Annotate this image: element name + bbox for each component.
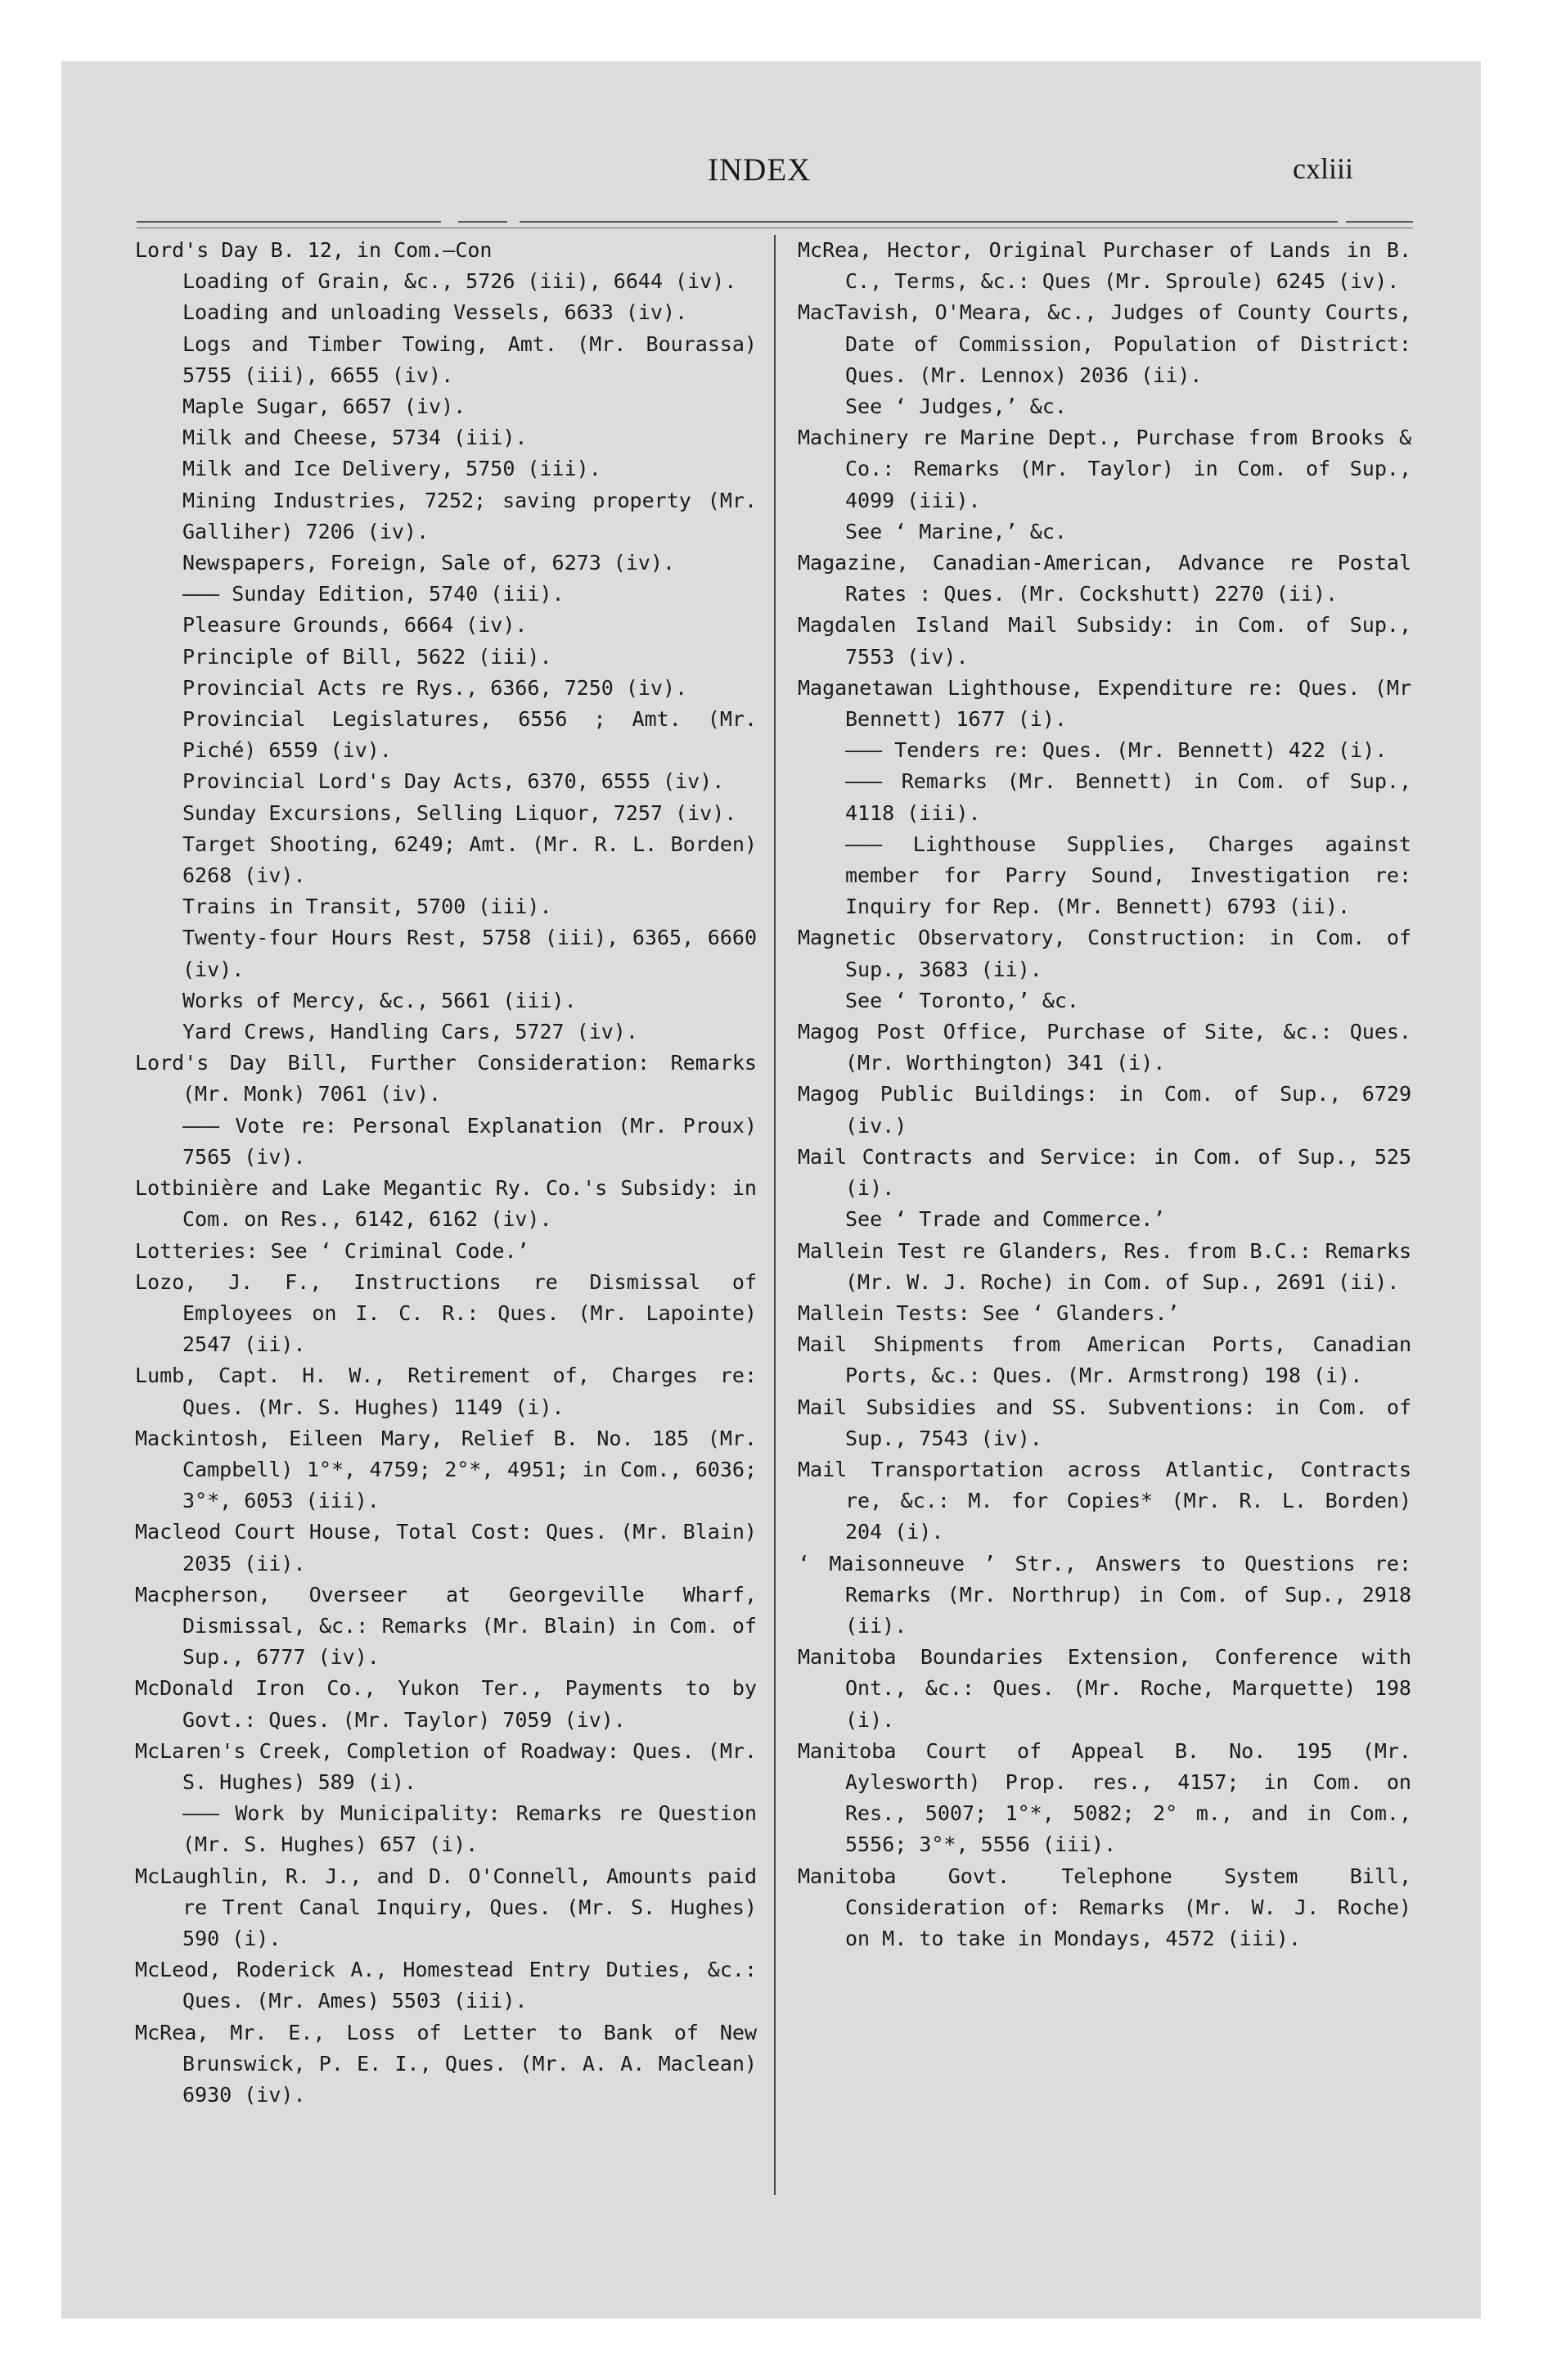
index-entry: McRea, Hector, Original Purchaser of Lands in B. C., Terms, &c.: Ques (Mr. Sproule) 6245 (iv). — [798, 238, 1411, 294]
index-entry: Mail Subsidies and SS. Subventions: in Com. of Sup., 7543 (iv). — [798, 1395, 1411, 1450]
index-entry: Macpherson, Overseer at Georgeville Wharf, Dismissal, &c.: Remarks (Mr. Blain) in Com. of Sup., 6777 (iv). — [135, 1582, 757, 1670]
index-entry: ‘ Maisonneuve ’ Str., Answers to Questions re: Remarks (Mr. Northrup) in Com. of Sup., 2918 (ii). — [798, 1551, 1411, 1638]
index-subentry: Mining Industries, 7252; saving property (Mr. Galliher) 7206 (iv). — [182, 488, 757, 543]
index-entry: Manitoba Boundaries Extension, Conference with Ont., &c.: Ques. (Mr. Roche, Marquette) 198 (i). — [798, 1645, 1411, 1732]
index-entry: Lumb, Capt. H. W., Retirement of, Charges re: Ques. (Mr. S. Hughes) 1149 (i). — [135, 1364, 757, 1419]
index-entry: Mallein Test re Glanders, Res. from B.C.: Remarks (Mr. W. J. Roche) in Com. of Sup., 2691 (ii). — [798, 1238, 1411, 1294]
header-rule-right — [520, 221, 1338, 223]
index-entry: Magog Post Office, Purchase of Site, &c.: Ques. (Mr. Worthington) 341 (i). — [798, 1020, 1411, 1075]
index-subentry: Works of Mercy, &c., 5661 (iii). — [182, 988, 577, 1012]
index-entry: McRea, Mr. E., Loss of Letter to Bank of New Brunswick, P. E. I., Ques. (Mr. A. A. Maclean) 6930 (iv). — [135, 2020, 757, 2107]
header-rule-left — [137, 221, 441, 223]
running-head — [61, 151, 1481, 217]
index-subentry: ——— Work by Municipality: Remarks re Question (Mr. S. Hughes) 657 (i). — [182, 1801, 757, 1857]
page-number: cxliii — [1293, 152, 1353, 185]
index-entry: Mail Contracts and Service: in Com. of Sup., 525 (i). — [798, 1144, 1411, 1201]
index-entry: Machinery re Marine Dept., Purchase from Brooks & Co.: Remarks (Mr. Taylor) in Com. of Sup., 4099 (iii). — [798, 426, 1411, 512]
index-subentry: Provincial Lord's Day Acts, 6370, 6555 (iv). — [182, 769, 725, 794]
index-entry: Lotteries: See ‘ Criminal Code.’ — [135, 1238, 529, 1263]
right-column — [798, 235, 1411, 1954]
index-subentry: Logs and Timber Towing, Amt. (Mr. Bourassa) 5755 (iii), 6655 (iv). — [182, 331, 757, 387]
index-entry: Mail Transportation across Atlantic, Contracts re, &c.: M. for Copies* (Mr. R. L. Borden) 204 (i). — [798, 1457, 1411, 1544]
index-entry: McLaughlin, R. J., and D. O'Connell, Amounts paid re Trent Canal Inquiry, Ques. (Mr. S. Hughes) 590 (i). — [135, 1864, 757, 1950]
index-entry: Mallein Tests: See ‘ Glanders.’ — [798, 1300, 1180, 1325]
index-subentry: ——— Tenders re: Ques. (Mr. Bennett) 422 (i). — [845, 738, 1388, 763]
index-subentry: ——— Sunday Edition, 5740 (iii). — [182, 582, 565, 606]
index-subentry: See ‘ Marine,’ &c. — [845, 519, 1067, 543]
left-column — [135, 235, 757, 2111]
index-entry: Lord's Day Bill, Further Consideration: Remarks (Mr. Monk) 7061 (iv). — [135, 1051, 757, 1107]
index-subentry: See ‘ Trade and Commerce.’ — [845, 1207, 1166, 1232]
index-entry: Magazine, Canadian-American, Advance re Postal Rates : Ques. (Mr. Cockshutt) 2270 (ii). — [798, 551, 1411, 606]
index-subentry: See ‘ Judges,’ &c. — [845, 394, 1067, 419]
index-subentry: Twenty-four Hours Rest, 5758 (iii), 6365, 6660 (iv). — [182, 926, 757, 981]
index-entry: Manitoba Govt. Telephone System Bill, Consideration of: Remarks (Mr. W. J. Roche) on M. to take in Mondays, 4572 (iii). — [798, 1864, 1411, 1950]
index-entry: Mail Shipments from American Ports, Canadian Ports, &c.: Ques. (Mr. Armstrong) 198 (i). — [798, 1332, 1411, 1388]
index-entry: Magdalen Island Mail Subsidy: in Com. of Sup., 7553 (iv). — [798, 613, 1411, 669]
index-entry: McLeod, Roderick A., Homestead Entry Duties, &c.: Ques. (Mr. Ames) 5503 (iii). — [135, 1958, 757, 2013]
index-subentry: Loading of Grain, &c., 5726 (iii), 6644 (iv). — [182, 269, 737, 294]
index-entry: Lord's Day B. 12, in Com.—Con — [135, 238, 493, 262]
index-subentry: ——— Remarks (Mr. Bennett) in Com. of Sup., 4118 (iii). — [845, 769, 1411, 825]
column-divider — [774, 235, 776, 2195]
index-entry: Manitoba Court of Appeal B. No. 195 (Mr. Aylesworth) Prop. res., 4157; in Com. on Res., 5007; 1°*, 5082; 2° m., and in Com., 5556; 3°*, 5556 (iii). — [798, 1738, 1411, 1857]
index-subentry: Provincial Acts re Rys., 6366, 7250 (iv). — [182, 675, 688, 700]
index-entry: Lotbinière and Lake Megantic Ry. Co.'s Subsidy: in Com. on Res., 6142, 6162 (iv). — [135, 1176, 757, 1232]
index-subentry: Pleasure Grounds, 6664 (iv). — [182, 613, 528, 638]
index-subentry: Milk and Ice Delivery, 5750 (iii). — [182, 457, 601, 481]
index-entry: Magog Public Buildings: in Com. of Sup., 6729 (iv.) — [798, 1082, 1411, 1138]
index-entry: Magnetic Observatory, Construction: in Com. of Sup., 3683 (ii). — [798, 926, 1411, 981]
index-entry: McDonald Iron Co., Yukon Ter., Payments to by Govt.: Ques. (Mr. Taylor) 7059 (iv). — [135, 1676, 757, 1732]
index-subentry: ——— Lighthouse Supplies, Charges against member for Parry Sound, Investigation re: Inquiry for Rep. (Mr. Bennett) 6793 (ii). — [845, 832, 1411, 919]
page-title: INDEX — [708, 152, 812, 187]
header-rule-left-short — [458, 221, 507, 223]
index-entry: Lozo, J. F., Instructions re Dismissal of Employees on I. C. R.: Ques. (Mr. Lapointe) 2547 (ii). — [135, 1269, 757, 1357]
index-subentry: Target Shooting, 6249; Amt. (Mr. R. L. Borden) 6268 (iv). — [182, 832, 757, 888]
index-subentry: Yard Crews, Handling Cars, 5727 (iv). — [182, 1020, 638, 1044]
index-entry: Macleod Court House, Total Cost: Ques. (Mr. Blain) 2035 (ii). — [135, 1520, 757, 1575]
header-rule-right-short — [1346, 221, 1413, 223]
index-subentry: ——— Vote re: Personal Explanation (Mr. Proux) 7565 (iv). — [182, 1113, 757, 1169]
index-subentry: See ‘ Toronto,’ &c. — [845, 988, 1079, 1012]
index-subentry: Trains in Transit, 5700 (iii). — [182, 895, 552, 919]
index-subentry: Milk and Cheese, 5734 (iii). — [182, 426, 528, 450]
index-subentry: Newspapers, Foreign, Sale of, 6273 (iv). — [182, 551, 676, 575]
index-entry: McLaren's Creek, Completion of Roadway: Ques. (Mr. S. Hughes) 589 (i). — [135, 1738, 757, 1794]
index-entry: MacTavish, O'Meara, &c., Judges of County Courts, Date of Commission, Population of District: Ques. (Mr. Lennox) 2036 (ii). — [798, 300, 1411, 387]
index-subentry: Provincial Legislatures, 6556 ; Amt. (Mr. Piché) 6559 (iv). — [182, 707, 757, 763]
index-page — [61, 61, 1481, 2319]
index-subentry: Principle of Bill, 5622 (iii). — [182, 644, 552, 669]
index-entry: Maganetawan Lighthouse, Expenditure re: Ques. (Mr Bennett) 1677 (i). — [798, 675, 1411, 732]
index-subentry: Maple Sugar, 6657 (iv). — [182, 394, 466, 419]
index-subentry: Loading and unloading Vessels, 6633 (iv). — [182, 300, 688, 325]
index-entry: Mackintosh, Eileen Mary, Relief B. No. 185 (Mr. Campbell) 1°*, 4759; 2°*, 4951; in Com., 6036; 3°*, 6053 (iii). — [135, 1426, 757, 1513]
index-subentry: Sunday Excursions, Selling Liquor, 7257 (iv). — [182, 800, 737, 825]
